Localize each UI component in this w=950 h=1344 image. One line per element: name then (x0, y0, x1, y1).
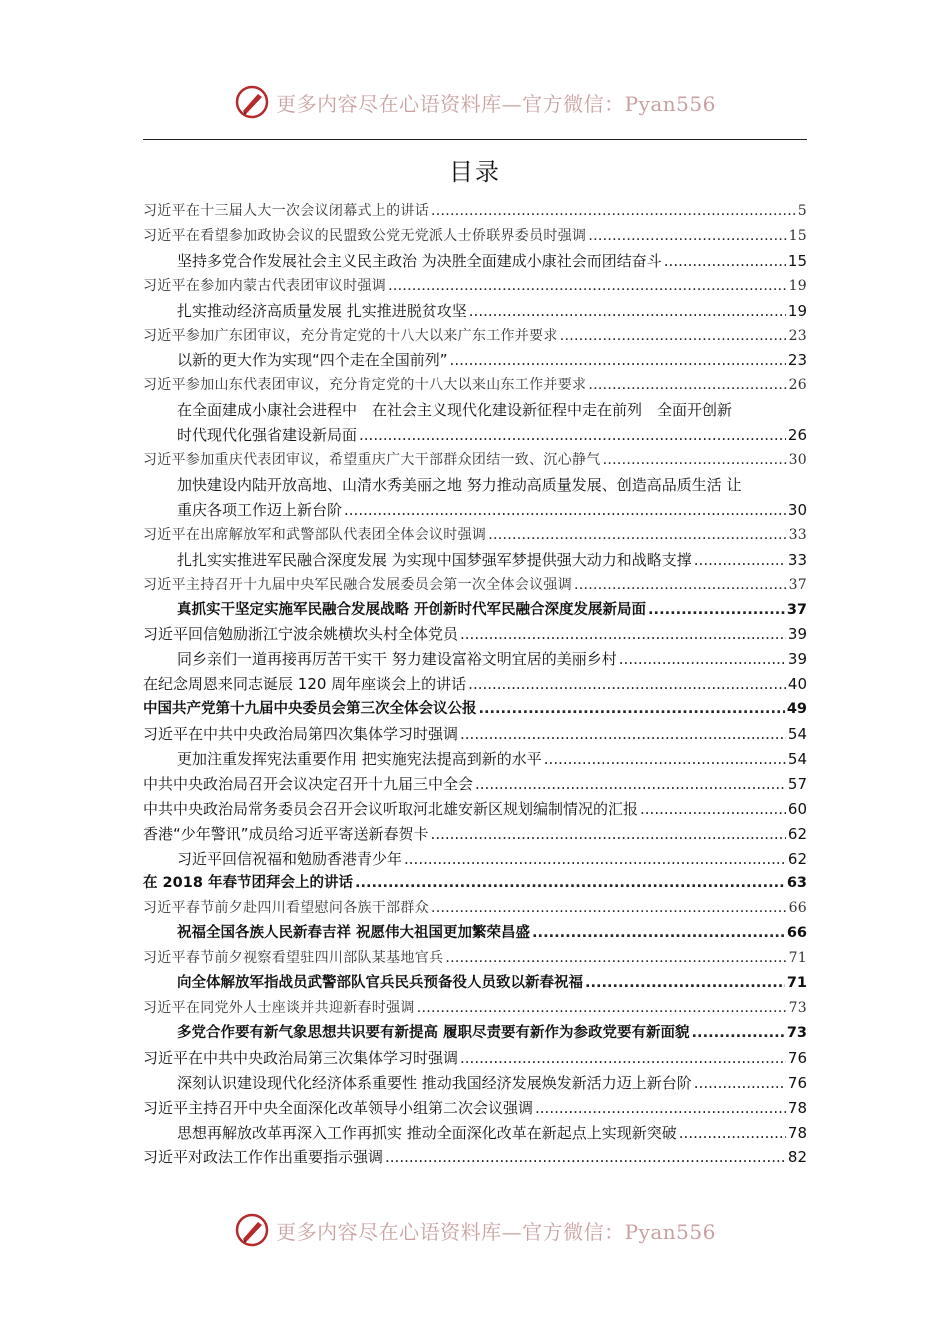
toc-leader-dots (469, 299, 786, 324)
toc-page-number: 62 (787, 824, 807, 843)
toc-leader-dots (404, 847, 786, 872)
toc-page-number: 30 (788, 452, 807, 469)
toc-entry[interactable] (143, 896, 807, 921)
toc-leader-dots (344, 498, 786, 523)
toc-entry[interactable] (143, 224, 807, 249)
toc-entry[interactable] (143, 747, 807, 772)
toc-entry-title: 时代现代化强省建设新局面 (177, 426, 358, 445)
toc-entry-title: 祝福全国各族人民新春吉祥 祝愿伟大祖国更加繁荣昌盛 (177, 925, 531, 942)
toc-entry[interactable] (143, 672, 807, 697)
toc-entry-title: 习近平对政法工作作出重要指示强调 (143, 1148, 384, 1167)
toc-entry-title: 思想再解放改革再深入工作再抓实 推动全面深化改革在新起点上实现新突破 (177, 1123, 677, 1142)
toc-entry[interactable] (143, 573, 807, 598)
toc-leader-dots (475, 772, 786, 797)
toc-leader-dots (585, 971, 785, 996)
toc-leader-dots (692, 1021, 785, 1046)
toc-leader-dots (535, 1096, 786, 1121)
toc-leader-dots (359, 423, 786, 448)
toc-leader-dots (479, 697, 785, 722)
toc-page-number: 26 (787, 426, 807, 445)
toc-entry[interactable] (143, 871, 807, 896)
toc-entry-title: 以新的更大作为实现“四个走在全国前列” (177, 351, 448, 370)
toc-entry-title: 向全体解放军指战员武警部队官兵民兵预备役人员致以新春祝福 (177, 975, 583, 992)
toc-leader-dots (445, 946, 786, 971)
toc-entry[interactable] (143, 523, 807, 548)
toc-entry[interactable] (143, 772, 807, 797)
toc-entry-title: 习近平参加重庆代表团审议，希望重庆广大干部群众团结一致、沉心静气 (143, 452, 601, 469)
toc-entry[interactable] (143, 697, 807, 722)
toc-page-number: 78 (787, 1123, 807, 1142)
toc-entry[interactable] (143, 722, 807, 747)
toc-leader-dots (388, 274, 786, 299)
pen-logo-icon (234, 84, 270, 120)
toc-entry[interactable] (143, 473, 807, 498)
toc-entry-title: 扎实推动经济高质量发展 扎实推进脱贫攻坚 (177, 301, 467, 320)
toc-entry[interactable] (143, 971, 807, 996)
toc-page-number: 54 (787, 725, 807, 744)
toc-entry-title: 深刻认识建设现代化经济体系重要性 推动我国经济发展焕发新活力迈上新台阶 (177, 1073, 692, 1092)
toc-entry[interactable] (143, 996, 807, 1021)
toc-leader-dots (640, 797, 786, 822)
toc-page-number: 15 (788, 227, 807, 244)
toc-page-number: 23 (788, 327, 807, 344)
toc-entry[interactable] (143, 548, 807, 573)
toc-leader-dots (431, 896, 787, 921)
toc-entry-title: 香港“少年警讯”成员给习近平寄送新春贺卡 (143, 824, 429, 843)
toc-entry-title: 习近平主持召开中央全面深化改革领导小组第二次会议强调 (143, 1098, 534, 1117)
toc-entry-title: 多党合作要有新气象思想共识要有新提高 履职尽责要有新作为参政党要有新面貌 (177, 1024, 690, 1041)
toc-entry[interactable] (143, 1071, 807, 1096)
toc-page-number: 78 (787, 1098, 807, 1117)
pen-logo-icon (234, 1212, 270, 1248)
toc-entry-title: 习近平参加山东代表团审议，充分肯定党的十八大以来山东工作并要求 (143, 377, 587, 394)
toc-page-number: 19 (788, 277, 807, 294)
table-of-contents (143, 199, 807, 1170)
watermark-banner-top (0, 82, 950, 122)
toc-page-number: 26 (788, 377, 807, 394)
toc-entry[interactable] (143, 797, 807, 822)
toc-leader-dots (544, 747, 786, 772)
toc-leader-dots (648, 598, 785, 623)
toc-leader-dots (385, 1145, 786, 1170)
toc-entry[interactable] (143, 1121, 807, 1146)
toc-page-number: 37 (788, 576, 807, 593)
toc-leader-dots (619, 647, 786, 672)
toc-page-number: 49 (786, 701, 807, 718)
toc-entry[interactable] (143, 921, 807, 946)
toc-page-number: 76 (787, 1048, 807, 1067)
toc-entry-title: 习近平在十三届人大一次会议闭幕式上的讲话 (143, 203, 429, 219)
toc-page-number: 63 (786, 875, 807, 892)
toc-leader-dots (488, 523, 786, 548)
toc-entry[interactable] (143, 423, 807, 448)
toc-leader-dots (355, 871, 785, 896)
toc-entry-title: 习近平在看望参加政协会议的民盟致公党无党派人士侨联界委员时强调 (143, 227, 587, 244)
toc-entry-title: 习近平在出席解放军和武警部队代表团全体会议时强调 (143, 526, 487, 543)
toc-leader-dots (468, 672, 786, 697)
toc-entry-title: 习近平在同党外人士座谈并共迎新春时强调 (143, 1000, 415, 1016)
toc-entry[interactable] (143, 373, 807, 398)
toc-entry[interactable] (143, 348, 807, 373)
toc-entry[interactable] (143, 946, 807, 971)
toc-page-number: 23 (787, 351, 807, 370)
toc-entry-title: 加快建设内陆开放高地、山清水秀美丽之地 努力推动高质量发展、创造高品质生活 让 (177, 475, 742, 494)
toc-page-number: 66 (788, 900, 807, 917)
toc-entry-title: 习近平春节前夕视察看望驻四川部队某基地官兵 (143, 950, 444, 967)
watermark-text: 更多内容尽在心语资料库—官方微信：Pyan556 (276, 91, 716, 116)
toc-entry-title: 习近平回信勉励浙江宁波余姚横坎头村全体党员 (143, 625, 459, 644)
toc-entry[interactable] (143, 822, 807, 847)
toc-entry-title: 重庆各项工作迈上新台阶 (177, 500, 343, 519)
toc-page-number: 76 (787, 1073, 807, 1092)
toc-entry[interactable] (143, 249, 807, 274)
toc-page-number: 73 (788, 1000, 807, 1016)
toc-page-number: 57 (787, 774, 807, 793)
toc-page-number: 39 (787, 625, 807, 644)
toc-leader-dots (694, 548, 786, 573)
toc-entry-title: 同乡亲们一道再接再厉苦干实干 努力建设富裕文明宜居的美丽乡村 (177, 650, 617, 669)
toc-entry-title: 习近平在参加内蒙古代表团审议时强调 (143, 277, 387, 294)
toc-entry[interactable] (143, 324, 807, 349)
toc-entry[interactable] (143, 847, 807, 872)
toc-entry-title: 更加注重发挥宪法重要作用 把实施宪法提高到新的水平 (177, 749, 542, 768)
toc-page-number: 54 (787, 749, 807, 768)
toc-entry-title: 中共中央政治局召开会议决定召开十九届三中全会 (143, 774, 474, 793)
toc-entry-title: 在纪念周恩来同志诞辰 120 周年座谈会上的讲话 (143, 675, 467, 694)
toc-entry[interactable] (143, 622, 807, 647)
toc-entry[interactable] (143, 199, 807, 224)
toc-leader-dots (664, 249, 786, 274)
toc-entry-title: 习近平在中共中央政治局第三次集体学习时强调 (143, 1048, 459, 1067)
toc-entry[interactable] (143, 398, 807, 423)
toc-page-number: 39 (787, 650, 807, 669)
toc-entry[interactable] (143, 299, 807, 324)
toc-page-number: 82 (787, 1148, 807, 1167)
toc-entry-title: 在 2018 年春节团拜会上的讲话 (143, 875, 353, 892)
toc-leader-dots (417, 996, 787, 1021)
toc-leader-dots (431, 822, 786, 847)
toc-entry[interactable] (143, 1046, 807, 1071)
toc-leader-dots (588, 373, 786, 398)
toc-page-number: 30 (787, 500, 807, 519)
header-divider (143, 139, 807, 140)
toc-page-number: 33 (787, 550, 807, 569)
toc-entry[interactable] (143, 1096, 807, 1121)
toc-entry-title: 扎扎实实推进军民融合深度发展 为实现中国梦强军梦提供强大动力和战略支撑 (177, 550, 692, 569)
toc-leader-dots (460, 1046, 786, 1071)
toc-leader-dots (679, 1121, 786, 1146)
toc-leader-dots (450, 348, 786, 373)
toc-page-number: 19 (787, 301, 807, 320)
toc-entry-title: 坚持多党合作发展社会主义民主政治 为决胜全面建成小康社会而团结奋斗 (177, 251, 662, 270)
toc-entry-title: 在全面建成小康社会进程中 在社会主义现代化建设新征程中走在前列 全面开创新 (177, 401, 733, 420)
toc-leader-dots (588, 224, 786, 249)
watermark-banner-bottom (0, 1210, 950, 1250)
toc-leader-dots (460, 722, 786, 747)
toc-entry[interactable] (143, 498, 807, 523)
toc-page-number: 5 (797, 203, 807, 219)
toc-page-number: 71 (786, 975, 807, 992)
toc-page-number: 37 (786, 601, 807, 618)
toc-entry[interactable] (143, 274, 807, 299)
toc-page-number: 40 (787, 675, 807, 694)
toc-entry-title: 习近平回信祝福和勉励香港青少年 (177, 849, 403, 868)
toc-entry-title: 习近平在中共中央政治局第四次集体学习时强调 (143, 725, 459, 744)
toc-page-number: 62 (787, 849, 807, 868)
toc-leader-dots (532, 921, 785, 946)
page-title: 目录 (449, 158, 501, 186)
toc-entry[interactable] (143, 647, 807, 672)
toc-page-number: 33 (788, 526, 807, 543)
toc-leader-dots (560, 324, 787, 349)
toc-entry[interactable] (143, 598, 807, 623)
toc-leader-dots (460, 622, 786, 647)
toc-entry[interactable] (143, 448, 807, 473)
toc-entry-title: 真抓实干坚定实施军民融合发展战略 开创新时代军民融合深度发展新局面 (177, 601, 647, 618)
toc-entry[interactable] (143, 1021, 807, 1046)
toc-entry-title: 习近平参加广东团审议，充分肯定党的十八大以来广东工作并要求 (143, 327, 558, 344)
toc-page-number: 73 (786, 1024, 807, 1041)
toc-page-number: 71 (788, 950, 807, 967)
toc-page-number: 66 (786, 925, 807, 942)
toc-entry[interactable] (143, 1145, 807, 1170)
toc-entry-title: 中共中央政治局常务委员会召开会议听取河北雄安新区规划编制情况的汇报 (143, 799, 639, 818)
toc-leader-dots (603, 448, 787, 473)
toc-page-number: 60 (787, 799, 807, 818)
watermark-text: 更多内容尽在心语资料库—官方微信：Pyan556 (276, 1219, 716, 1244)
toc-entry-title: 习近平主持召开十九届中央军民融合发展委员会第一次全体会议强调 (143, 576, 572, 593)
toc-entry-title: 中国共产党第十九届中央委员会第三次全体会议公报 (143, 701, 477, 718)
toc-entry-title: 习近平春节前夕赴四川看望慰问各族干部群众 (143, 900, 429, 917)
toc-leader-dots (574, 573, 787, 598)
toc-leader-dots (431, 199, 796, 224)
toc-leader-dots (694, 1071, 786, 1096)
toc-page-number: 15 (787, 251, 807, 270)
